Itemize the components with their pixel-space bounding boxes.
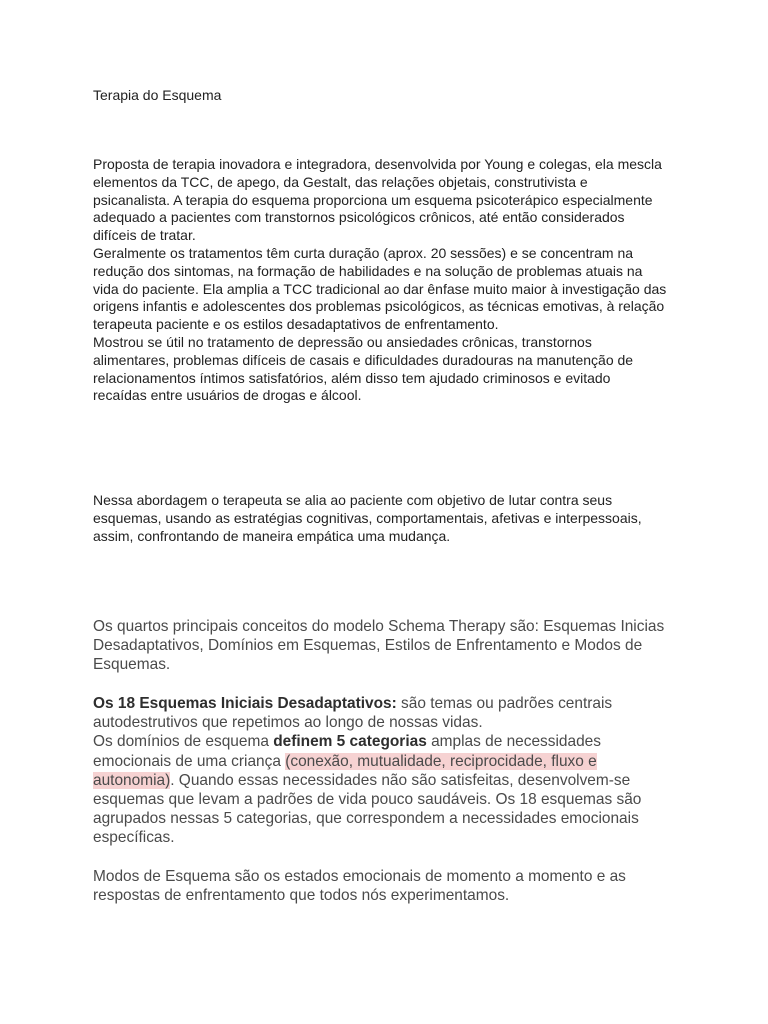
paragraph-line (93, 752, 641, 771)
concepts-paragraph (93, 617, 664, 675)
schemas-paragraph (93, 694, 641, 848)
paragraph-line: redução dos sintomas, na formação de habilidades e na solução de problemas atuais na (93, 262, 643, 279)
bold-text: definem 5 categorias (273, 733, 427, 751)
paragraph-line (93, 732, 641, 751)
intro-paragraph (93, 156, 666, 405)
paragraph-line: alimentares, problemas difíceis de casais e dificuldades duradouras na manutenção de (93, 351, 634, 368)
text-segment: . Quando essas necessidades não são satisfeitas, desenvolvem-se (170, 771, 631, 789)
paragraph-line: Nessa abordagem o terapeuta se alia ao paciente com objetivo de lutar contra seus (93, 492, 613, 508)
highlighted-text: (conexão, mutualidade, reciprocidade, fluxo e (285, 752, 597, 770)
highlighted-text: autonomia) (93, 771, 171, 789)
paragraph-line (93, 828, 641, 847)
paragraph-line: elementos da TCC, de apego, da Gestalt, das relações objetais, construtivista e (93, 173, 588, 190)
paragraph-line: difíceis de tratar. (93, 227, 196, 244)
paragraph-line: respostas de enfrentamento que todos nós experimentamos. (93, 887, 510, 905)
paragraph-line: psicanalista. A terapia do esquema proporciona um esquema psicoterápico especialmente (93, 191, 653, 208)
paragraph-line (93, 809, 641, 828)
text-segment: esquemas que levam a padrões de vida pouco saudáveis. Os 18 esquemas são (93, 791, 642, 809)
paragraph-line: recaídas entre usuários de drogas e álcool. (93, 387, 362, 404)
paragraph-line: relacionamentos íntimos satisfatórios, além disso tem ajudado criminosos e evitado (93, 369, 611, 386)
text-segment: emocionais de uma criança (93, 752, 286, 770)
paragraph-line: Mostrou se útil no tratamento de depressão ou ansiedades crônicas, transtornos (93, 333, 592, 350)
text-segment: específicas. (93, 829, 175, 847)
text-segment: autodestrutivos que repetimos ao longo de nossas vidas. (93, 714, 483, 732)
paragraph-line: Os quartos principais conceitos do modelo Schema Therapy são: Esquemas Inicias (93, 618, 665, 635)
paragraph-line: terapeuta paciente e os estilos desadaptativos de enfrentamento. (93, 316, 499, 333)
text-segment: são temas ou padrões centrais (396, 695, 613, 712)
text-segment: agrupados nessas 5 categorias, que correspondem a necessidades emocionais (93, 810, 639, 828)
paragraph-line: adequado a pacientes com transtornos psicológicos crônicos, até então considerados (93, 209, 625, 226)
paragraph-line (93, 713, 641, 732)
paragraph-line: assim, confrontando de maneira empática uma mudança. (93, 527, 451, 544)
approach-paragraph (93, 492, 642, 545)
paragraph-line: esquemas, usando as estratégias cognitivas, comportamentais, afetivas e interpessoais, (93, 509, 642, 526)
paragraph-line: Esquemas. (93, 656, 171, 674)
paragraph-line (93, 694, 641, 713)
paragraph-line (93, 771, 641, 790)
paragraph-line: Modos de Esquema são os estados emocionais de momento a momento e as (93, 868, 626, 885)
paragraph-line: Desadaptativos, Domínios em Esquemas, Estilos de Enfrentamento e Modos de (93, 637, 643, 655)
bold-text: Os 18 Esquemas Iniciais Desadaptativos: (93, 695, 397, 712)
text-segment: amplas de necessidades (426, 733, 601, 751)
paragraph-line: origens infantis e adolescentes dos problemas psicológicos, as técnicas emotivas, à relação (93, 298, 665, 315)
text-segment: Os domínios de esquema (93, 733, 274, 751)
paragraph-line (93, 790, 641, 809)
document-title: Terapia do Esquema (93, 87, 222, 103)
modes-paragraph (93, 867, 626, 905)
paragraph-line: Proposta de terapia inovadora e integradora, desenvolvida por Young e colegas, ela mescla (93, 156, 662, 172)
paragraph-line: vida do paciente. Ela amplia a TCC tradicional ao dar ênfase muito maior à investigação das (93, 280, 667, 297)
paragraph-line: Geralmente os tratamentos têm curta duração (aprox. 20 sessões) e se concentram na (93, 244, 634, 261)
